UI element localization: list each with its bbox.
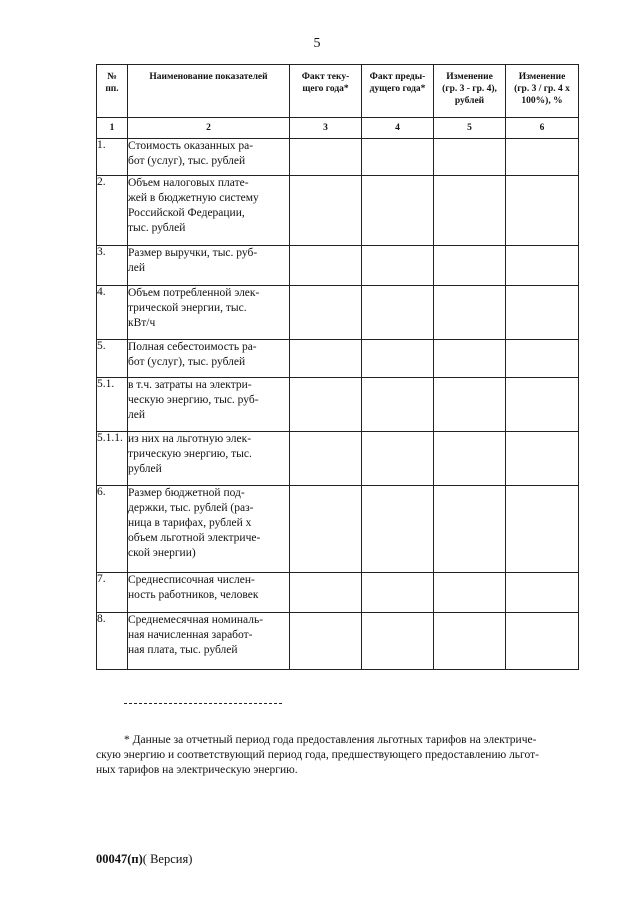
header-name: Наименование показателей [128, 65, 290, 118]
table-row [97, 139, 579, 176]
value-cell [506, 246, 579, 286]
header-fact-current: Факт теку- щего года* [290, 65, 362, 118]
table-row [97, 286, 579, 340]
value-cell [506, 139, 579, 176]
row-indicator-name: в т.ч. затраты на электри- ческую энергию, тыс. руб- лей [128, 378, 290, 432]
column-number: 5 [434, 118, 506, 139]
value-cell [434, 246, 506, 286]
value-cell [362, 246, 434, 286]
row-indicator-name: Объем потребленной элек- трической энергии, тыс. кВт/ч [128, 286, 290, 340]
value-cell [362, 286, 434, 340]
value-cell [506, 486, 579, 573]
column-number: 3 [290, 118, 362, 139]
value-cell [362, 378, 434, 432]
value-cell [290, 378, 362, 432]
value-cell [506, 613, 579, 670]
document-version: ( Версия) [142, 852, 193, 866]
header-change-pct: Изменение (гр. 3 / гр. 4 х 100%), % [506, 65, 579, 118]
column-number: 2 [128, 118, 290, 139]
row-number: 5.1.1. [97, 432, 128, 486]
value-cell [290, 139, 362, 176]
value-cell [362, 176, 434, 246]
header-num: № пп. [97, 65, 128, 118]
value-cell [290, 286, 362, 340]
row-indicator-name: Среднемесячная номиналь- ная начисленная заработ- ная плата, тыс. рублей [128, 613, 290, 670]
row-indicator-name: Объем налоговых плате- жей в бюджетную систему Российской Федерации, тыс. рублей [128, 176, 290, 246]
value-cell [290, 486, 362, 573]
document-code: 00047(п) [96, 852, 143, 866]
row-number: 2. [97, 176, 128, 246]
row-number: 7. [97, 573, 128, 613]
row-number: 3. [97, 246, 128, 286]
value-cell [362, 340, 434, 378]
value-cell [362, 573, 434, 613]
row-number: 1. [97, 139, 128, 176]
value-cell [362, 613, 434, 670]
table-row [97, 378, 579, 432]
value-cell [434, 340, 506, 378]
value-cell [506, 340, 579, 378]
value-cell [506, 573, 579, 613]
value-cell [434, 176, 506, 246]
value-cell [434, 139, 506, 176]
footnote [96, 733, 596, 778]
value-cell [434, 613, 506, 670]
table-row [97, 486, 579, 573]
row-number: 5.1. [97, 378, 128, 432]
page-number: 5 [313, 36, 321, 51]
table-row [97, 613, 579, 670]
value-cell [434, 432, 506, 486]
document-id [96, 852, 192, 867]
column-number-row [97, 118, 579, 139]
value-cell [290, 246, 362, 286]
value-cell [290, 432, 362, 486]
value-cell [290, 573, 362, 613]
header-change-rub: Изменение (гр. 3 - гр. 4), рублей [434, 65, 506, 118]
table-row [97, 432, 579, 486]
table-row [97, 246, 579, 286]
row-indicator-name: Размер бюджетной под- держки, тыс. рублей (раз- ница в тарифах, рублей х объем льготной электриче- ской энергии) [128, 486, 290, 573]
value-cell [362, 432, 434, 486]
value-cell [434, 286, 506, 340]
row-indicator-name: Полная себестоимость ра- бот (услуг), тыс. рублей [128, 340, 290, 378]
row-number: 5. [97, 340, 128, 378]
footnote-separator [124, 703, 282, 704]
value-cell [506, 432, 579, 486]
value-cell [290, 340, 362, 378]
value-cell [506, 286, 579, 340]
table-row [97, 340, 579, 378]
footnote-line: ных тарифов на электрическую энергию. [96, 764, 298, 776]
value-cell [290, 613, 362, 670]
indicators-table [96, 64, 579, 670]
value-cell [434, 486, 506, 573]
value-cell [506, 176, 579, 246]
value-cell [434, 573, 506, 613]
table-row [97, 176, 579, 246]
footnote-line: скую энергию и соответствующий период года, предшествующего предоставлению льгот- [96, 749, 539, 761]
footnote-line: * Данные за отчетный период года предоставления льготных тарифов на электриче- [124, 734, 537, 746]
row-number: 6. [97, 486, 128, 573]
value-cell [506, 378, 579, 432]
header-row [97, 65, 579, 118]
header-fact-previous: Факт преды- дущего года* [362, 65, 434, 118]
value-cell [290, 176, 362, 246]
row-number: 4. [97, 286, 128, 340]
column-number: 6 [506, 118, 579, 139]
value-cell [362, 486, 434, 573]
row-indicator-name: из них на льготную элек- трическую энергию, тыс. рублей [128, 432, 290, 486]
column-number: 4 [362, 118, 434, 139]
row-number: 8. [97, 613, 128, 670]
row-indicator-name: Стоимость оказанных ра- бот (услуг), тыс. рублей [128, 139, 290, 176]
row-indicator-name: Среднесписочная числен- ность работников, человек [128, 573, 290, 613]
row-indicator-name: Размер выручки, тыс. руб- лей [128, 246, 290, 286]
value-cell [362, 139, 434, 176]
value-cell [434, 378, 506, 432]
table-row [97, 573, 579, 613]
column-number: 1 [97, 118, 128, 139]
